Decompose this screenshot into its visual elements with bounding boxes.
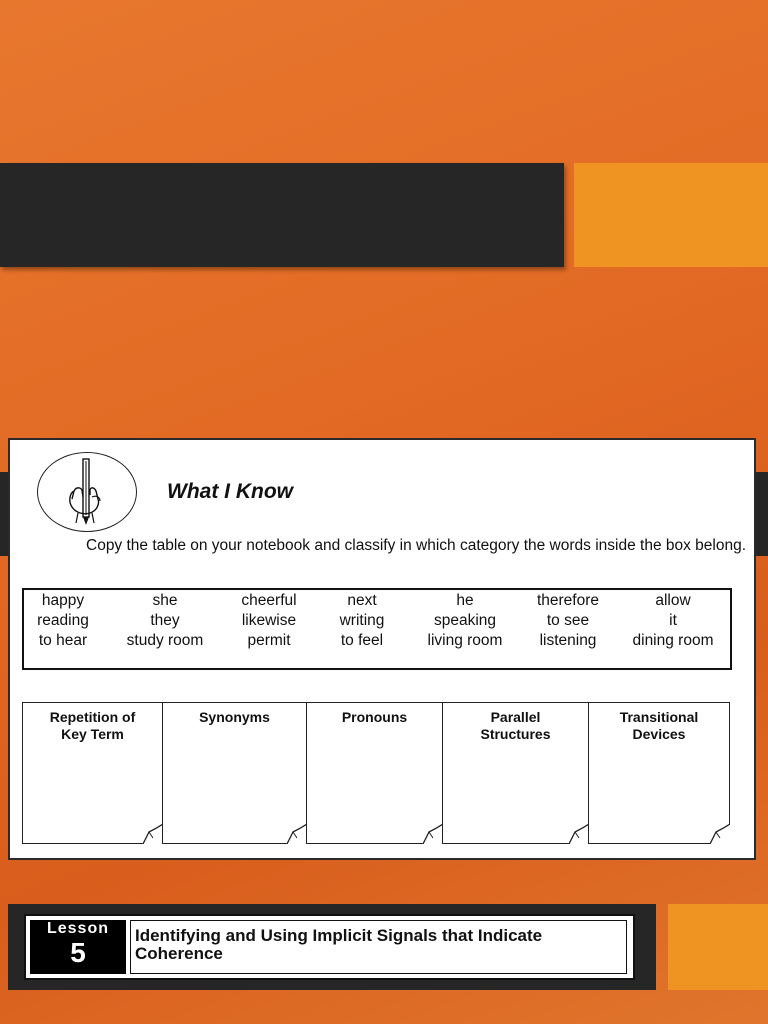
- word-cell: living room: [427, 632, 503, 649]
- word-cell: to feel: [340, 632, 384, 649]
- instruction-text: Copy the table on your notebook and classify in which category the words inside the box belong.: [86, 537, 747, 554]
- word-cell: happy: [41, 592, 85, 609]
- category-title: Repetition of Key Term: [49, 709, 136, 742]
- category-title: Parallel Structures: [480, 709, 551, 742]
- lesson-title: Identifying and Using Implicit Signals that Indicate Coherence: [130, 920, 627, 974]
- lesson-number: 5: [70, 937, 86, 968]
- word-cell: he: [456, 592, 474, 609]
- word-cell: therefore: [536, 592, 600, 609]
- category-title: Pronouns: [341, 709, 408, 725]
- word-cell: cheerful: [241, 592, 297, 609]
- word-cell: next: [347, 592, 377, 609]
- hand-holding-pencil-icon: [56, 457, 116, 529]
- word-cell: to see: [546, 612, 590, 629]
- word-cell: likewise: [241, 612, 297, 629]
- accent-block-bottom: [668, 904, 768, 990]
- category-repetition: [22, 702, 163, 844]
- category-pronouns: [306, 702, 443, 844]
- section-heading: What I Know: [167, 480, 293, 503]
- word-row-2: [24, 612, 730, 632]
- lesson-box: [24, 914, 635, 980]
- word-cell: dining room: [632, 632, 714, 649]
- word-cell: she: [152, 592, 178, 609]
- word-box: [22, 588, 732, 670]
- page-curl-icon: [143, 824, 163, 844]
- title-placeholder-bar: [0, 163, 564, 267]
- hand-pencil-logo: [37, 452, 137, 532]
- word-cell: listening: [539, 632, 597, 649]
- word-row-3: [24, 632, 730, 652]
- category-synonyms: [162, 702, 307, 844]
- word-cell: allow: [655, 592, 691, 609]
- word-cell: writing: [339, 612, 385, 629]
- word-cell: speaking: [433, 612, 497, 629]
- lesson-label: Lesson: [46, 920, 109, 937]
- lesson-number-box: [30, 920, 126, 974]
- word-cell: reading: [37, 612, 89, 629]
- lesson-banner: [8, 904, 656, 990]
- word-cell: they: [150, 612, 180, 629]
- category-title: Transitional Devices: [619, 709, 699, 742]
- word-cell: permit: [247, 632, 291, 649]
- accent-block-top: [574, 163, 768, 267]
- worksheet-image: [8, 438, 756, 860]
- word-cell: study room: [126, 632, 204, 649]
- page-curl-icon: [710, 824, 730, 844]
- page-curl-icon: [287, 824, 307, 844]
- word-cell: to hear: [38, 632, 88, 649]
- word-cell: it: [669, 612, 677, 629]
- category-title: Synonyms: [199, 709, 270, 725]
- category-transitional-devices: [588, 702, 730, 844]
- word-row-1: [24, 592, 730, 612]
- category-parallel-structures: [442, 702, 589, 844]
- category-table: [22, 702, 730, 846]
- page-curl-icon: [569, 824, 589, 844]
- page-curl-icon: [423, 824, 443, 844]
